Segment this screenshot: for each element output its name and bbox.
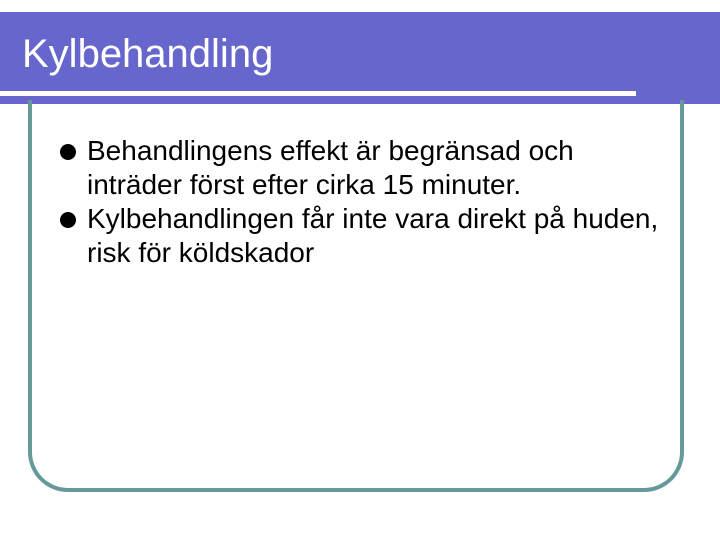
- title-bar-notch: [692, 0, 720, 12]
- bullet-text: Kylbehandlingen får inte vara direkt på huden, risk för köldskador: [87, 203, 659, 268]
- slide-title: Kylbehandling: [22, 32, 274, 76]
- bullet-dot-icon: [60, 212, 76, 228]
- bullet-text: Behandlingens effekt är begränsad och inträder först efter cirka 15 minuter.: [87, 135, 574, 200]
- bullet-item: [60, 202, 660, 270]
- bullet-list: [60, 134, 660, 270]
- title-underline: [0, 91, 636, 96]
- bullet-dot-icon: [60, 144, 76, 160]
- bullet-item: [60, 134, 660, 202]
